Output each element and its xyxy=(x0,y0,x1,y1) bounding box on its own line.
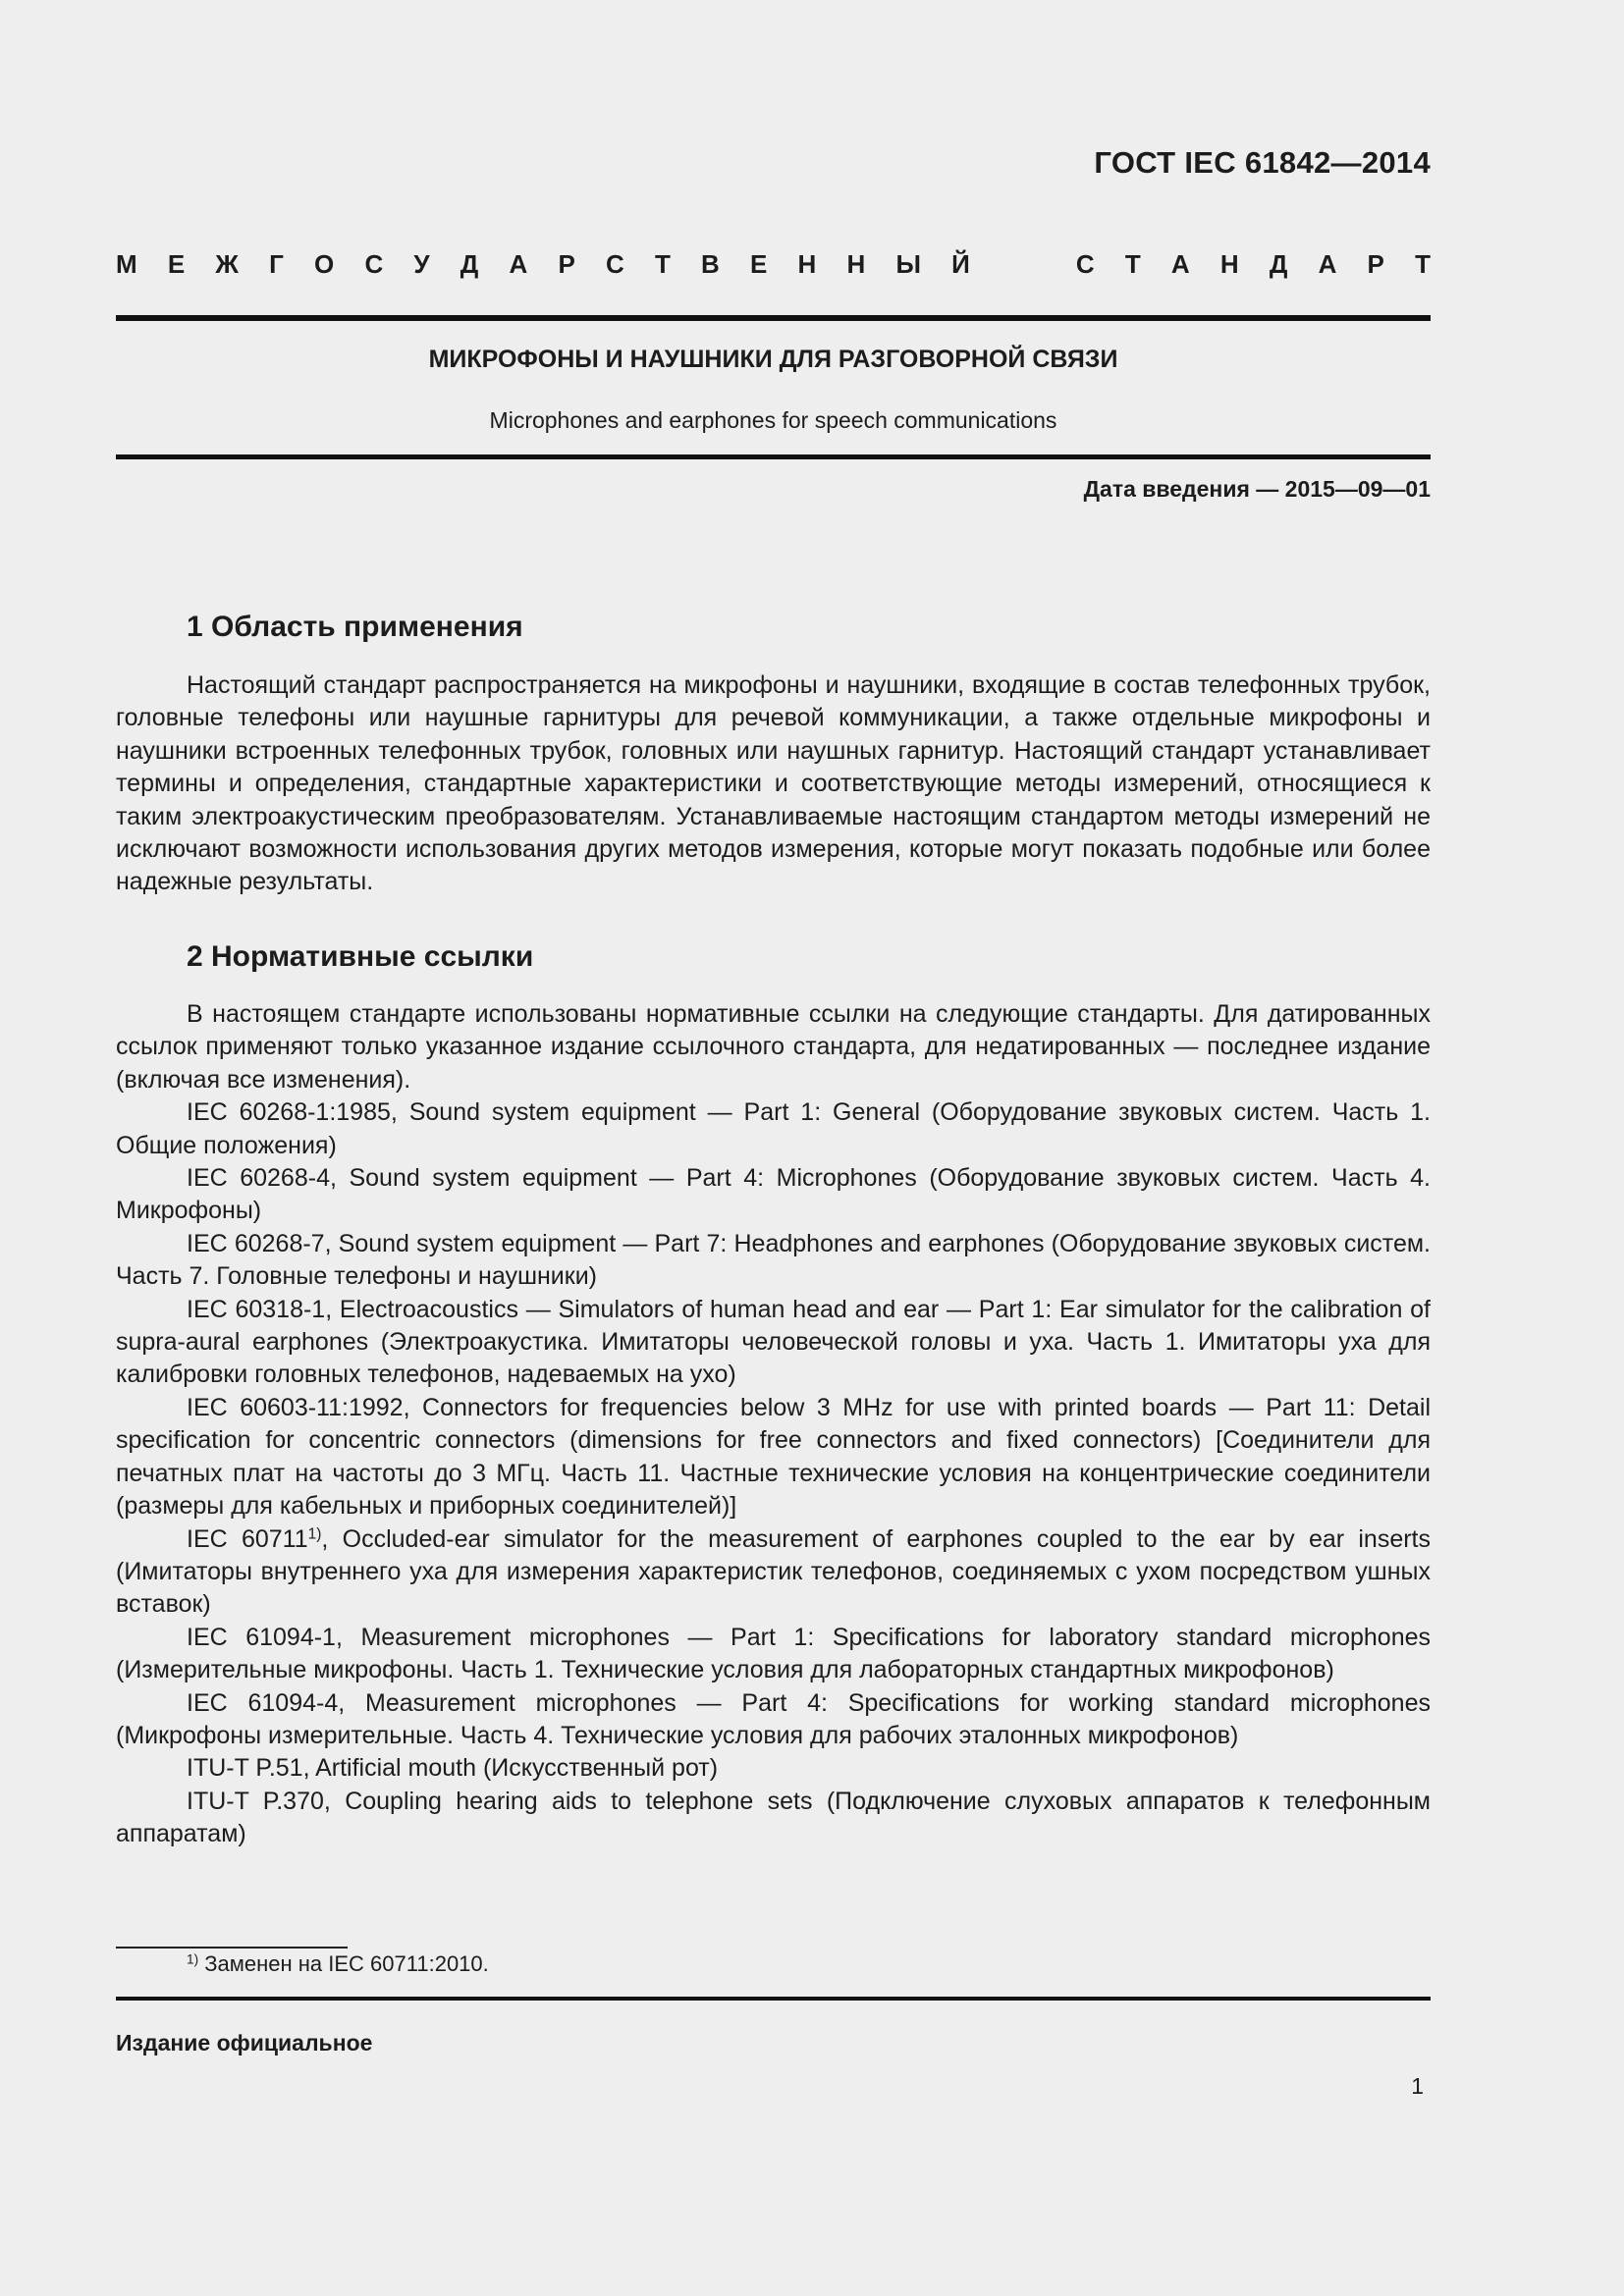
title-english: Microphones and earphones for speech communications xyxy=(489,407,1057,433)
header-rule-bottom xyxy=(116,454,1431,459)
banner-letter: С xyxy=(606,249,624,279)
header-rule-top xyxy=(116,315,1431,321)
banner-letter: Д xyxy=(460,249,479,279)
reference-item xyxy=(116,1523,1431,1622)
interstate-standard-banner xyxy=(116,249,1431,280)
banner-letter: А xyxy=(1170,249,1190,279)
banner-letter: Т xyxy=(1124,249,1141,279)
footnote xyxy=(187,1951,489,1977)
footnote-text: Заменен на IEC 60711:2010. xyxy=(198,1951,489,1976)
banner-letter: У xyxy=(413,249,430,279)
banner-letter: Е xyxy=(750,249,768,279)
footer-rule xyxy=(116,1997,1431,2001)
title-russian: МИКРОФОНЫ И НАУШНИКИ ДЛЯ РАЗГОВОРНОЙ СВЯЗИ xyxy=(428,346,1118,373)
reference-code: IEC 60711 xyxy=(187,1524,308,1553)
official-edition-label: Издание официальное xyxy=(116,2030,373,2056)
banner-letter: Г xyxy=(269,249,284,279)
banner-letter: Р xyxy=(1367,249,1384,279)
banner-letter: М xyxy=(116,249,137,279)
reference-item: IEC 60603-11:1992, Connectors for frequencies below 3 MHz for use with printed boards — Part 11: Detail specification for concentric connectors (dimensions for free connectors and fixed connectors) [Соединители для печатных плат на частоты до 3 МГц. Часть 11. Частные технические условия на концентрические соединители (размеры для кабельных и приборных соединителей)] xyxy=(116,1393,1431,1521)
footnote-separator xyxy=(116,1947,348,1949)
banner-letter: Д xyxy=(1269,249,1288,279)
banner-letter: О xyxy=(314,249,335,279)
banner-letter: Р xyxy=(558,249,575,279)
banner-letter xyxy=(1001,249,1007,280)
banner-letter: Ы xyxy=(895,249,921,279)
introduction-date: Дата введения — 2015—09—01 xyxy=(1083,476,1431,502)
section-1-heading: 1 Область применения xyxy=(187,611,523,643)
banner-letter: А xyxy=(509,249,528,279)
section-1-body xyxy=(116,669,1431,899)
reference-item: IEC 60268-7, Sound system equipment — Part 7: Headphones and earphones (Оборудование звуковых систем. Часть 7. Головные телефоны и наушники) xyxy=(116,1229,1431,1291)
banner-letter: Ж xyxy=(215,249,239,279)
page-number: 1 xyxy=(1411,2073,1424,2099)
banner-letter: Н xyxy=(846,249,866,279)
reference-item: ITU-T P.370, Coupling hearing aids to telephone sets (Подключение слуховых аппаратов к телефонным аппаратам) xyxy=(116,1787,1431,1848)
banner-letter: С xyxy=(364,249,384,279)
section-1-paragraph: Настоящий стандарт распространяется на микрофоны и наушники, входящие в состав телефонных трубок, головные телефоны или наушные гарнитуры для речевой коммуникации, а также отдельные микрофоны и наушники встроенных телефонных трубок, головных или наушных гарнитур. Настоящий стандарт устанавливает термины и определения, стандартные характеристики и соответствующие методы измерений, относящиеся к таким электроакустическим преобразователям. Устанавливаемые настоящим стандартом методы измерений не исключают возможности использования других методов измерения, которые могут показать подобные или более надежные результаты. xyxy=(116,671,1431,896)
footnote-reference: 1) xyxy=(307,1524,322,1542)
reference-item: IEC 60268-4, Sound system equipment — Part 4: Microphones (Оборудование звуковых систем. Часть 4. Микрофоны) xyxy=(116,1164,1431,1225)
banner-letter: В xyxy=(701,249,720,279)
section-2-heading: 2 Нормативные ссылки xyxy=(187,940,534,973)
document-number: ГОСТ IEC 61842—2014 xyxy=(1094,145,1431,180)
banner-letter: Й xyxy=(951,249,970,279)
reference-item: IEC 60318-1, Electroacoustics — Simulators of human head and ear — Part 1: Ear simulator for the calibration of supra-aural earphones (Электроакустика. Имитаторы человеческой головы и уха. Часть 1. Имитаторы уха для калибровки головных телефонов, надеваемых на ухо) xyxy=(116,1295,1431,1389)
reference-item: IEC 61094-4, Measurement microphones — Part 4: Specifications for working standard microphones (Микрофоны измерительные. Часть 4. Технические условия для рабочих эталонных микрофонов) xyxy=(116,1688,1431,1749)
section-2-body xyxy=(116,998,1431,1851)
banner-letter: Е xyxy=(167,249,186,279)
footnote-marker: 1) xyxy=(187,1951,199,1967)
banner-letter xyxy=(1038,249,1045,280)
banner-letter: Н xyxy=(797,249,817,279)
banner-letter: А xyxy=(1318,249,1337,279)
reference-item: IEC 61094-1, Measurement microphones — Part 1: Specifications for laboratory standard microphones (Измерительные микрофоны. Часть 1. Технические условия для лабораторных стандартных микрофонов) xyxy=(116,1623,1431,1684)
banner-letter: С xyxy=(1075,249,1095,279)
reference-item: IEC 60268-1:1985, Sound system equipment — Part 1: General (Оборудование звуковых систем. Часть 1. Общие положения) xyxy=(116,1098,1431,1159)
reference-item: ITU-T P.51, Artificial mouth (Искусственный рот) xyxy=(187,1754,719,1783)
section-2-intro: В настоящем стандарте использованы нормативные ссылки на следующие стандарты. Для датированных ссылок применяют только указанное издание ссылочного стандарта, для недатированных — последнее издание (включая все изменения). xyxy=(116,1000,1431,1094)
banner-letter: Н xyxy=(1219,249,1239,279)
banner-letter: Т xyxy=(1415,249,1431,279)
banner-letter: Т xyxy=(654,249,671,279)
reference-text: , Occluded-ear simulator for the measurement of earphones coupled to the ear by ear inserts (Имитаторы внутреннего уха для измерения характеристик телефонов, соединяемых с ухом посредством ушных вставок) xyxy=(116,1524,1431,1619)
